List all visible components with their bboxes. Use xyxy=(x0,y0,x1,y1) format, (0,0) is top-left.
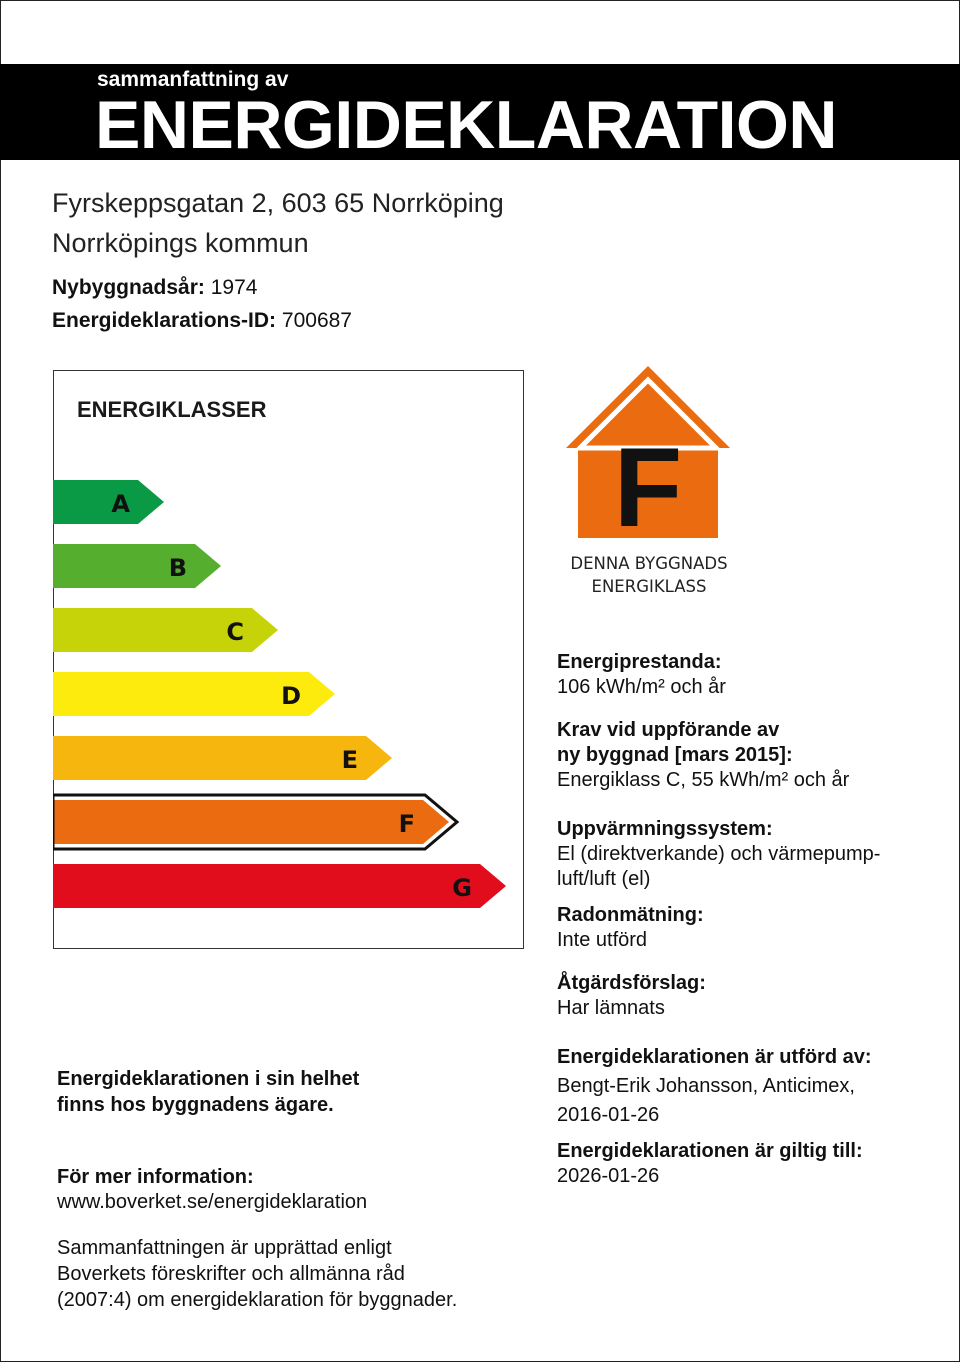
header-banner xyxy=(0,64,960,163)
building-class-house-icon xyxy=(566,366,730,540)
energy-class-title: ENERGIKLASSER xyxy=(77,397,267,422)
declaration-id-value: 700687 xyxy=(281,309,352,332)
owner-note-line1: Energideklarationen i sin helhet xyxy=(57,1068,360,1090)
more-info xyxy=(57,1165,367,1215)
energy-band-letter-c: C xyxy=(226,618,244,646)
summary-note xyxy=(57,1235,457,1313)
building-class-letter: F xyxy=(613,425,683,540)
requirement-block xyxy=(557,718,849,793)
address-street: Fyrskeppsgatan 2, 603 65 Norrköping xyxy=(52,188,504,218)
radon-block xyxy=(557,903,704,953)
radon-label: Radonmätning: xyxy=(557,904,704,926)
heating-label: Uppvärmningssystem: xyxy=(557,818,773,840)
built-year xyxy=(52,276,257,300)
energy-band-arrow-b xyxy=(53,544,221,588)
address-municipality: Norrköpings kommun xyxy=(52,228,309,258)
header-title: ENERGIDEKLARATION xyxy=(95,87,838,163)
summary-note-line1: Sammanfattningen är upprättad enligt xyxy=(57,1237,392,1259)
owner-note-line2: finns hos byggnadens ägare. xyxy=(57,1094,334,1116)
performance-value: 106 kWh/m² och år xyxy=(557,676,726,698)
measures-value: Har lämnats xyxy=(557,997,665,1019)
energy-band-c xyxy=(53,608,278,652)
building-class-caption-line2: ENERGIKLASS xyxy=(591,577,707,596)
summary-note-line3: (2007:4) om energideklaration för byggnader. xyxy=(57,1289,458,1311)
energy-band-e xyxy=(53,736,392,780)
energy-band-letter-a: A xyxy=(111,490,130,518)
energy-band-letter-b: B xyxy=(168,554,187,582)
owner-note xyxy=(57,1066,359,1118)
heating-value-2: luft/luft (el) xyxy=(557,868,651,890)
performed-value-2: 2016-01-26 xyxy=(557,1104,660,1126)
energy-band-letter-g: G xyxy=(452,874,472,902)
more-info-link[interactable]: www.boverket.se/energideklaration xyxy=(57,1191,368,1213)
energy-band-g xyxy=(53,864,506,908)
energy-band-letter-e: E xyxy=(341,746,358,774)
header-subtitle: sammanfattning av xyxy=(97,68,289,91)
energy-band-d xyxy=(53,672,335,716)
built-year-value: 1974 xyxy=(210,276,258,299)
valid-label: Energideklarationen är giltig till: xyxy=(557,1140,863,1162)
performed-block xyxy=(557,1043,872,1130)
declaration-id xyxy=(52,309,352,333)
energy-band-arrow-g xyxy=(53,864,506,908)
valid-value: 2026-01-26 xyxy=(557,1165,660,1187)
energy-band-letter-f: F xyxy=(398,810,415,838)
performance-label: Energiprestanda: xyxy=(557,651,722,673)
requirement-label-2: ny byggnad [mars 2015]: xyxy=(557,744,793,766)
performed-value-1: Bengt-Erik Johansson, Anticimex, xyxy=(557,1075,855,1097)
built-year-label: Nybyggnadsår: xyxy=(52,276,205,299)
energy-band-arrow-a xyxy=(53,480,164,524)
requirement-label-1: Krav vid uppförande av xyxy=(557,719,780,741)
measures-block xyxy=(557,971,706,1021)
building-class-caption xyxy=(558,552,740,598)
energy-band-a xyxy=(53,480,164,524)
measures-label: Åtgärdsförslag: xyxy=(557,972,706,994)
valid-block xyxy=(557,1139,863,1189)
declaration-id-label: Energideklarations-ID: xyxy=(52,309,277,332)
energy-band-arrow-f xyxy=(53,800,449,844)
performed-label: Energideklarationen är utförd av: xyxy=(557,1046,872,1068)
performance-block xyxy=(557,650,726,700)
energy-class-scale xyxy=(53,370,523,948)
heating-block xyxy=(557,817,880,892)
summary-note-line2: Boverkets föreskrifter och allmänna råd xyxy=(57,1263,405,1285)
requirement-value: Energiklass C, 55 kWh/m² och år xyxy=(557,769,850,791)
building-class-caption-line1: DENNA BYGGNADS xyxy=(570,554,728,573)
energy-band-b xyxy=(53,544,221,588)
energy-band-f xyxy=(53,795,457,849)
heating-value-1: El (direktverkande) och värmepump- xyxy=(557,843,881,865)
radon-value: Inte utförd xyxy=(557,929,648,951)
energy-band-arrow-c xyxy=(53,608,278,652)
more-info-label: För mer information: xyxy=(57,1166,254,1188)
energy-band-letter-d: D xyxy=(281,682,301,710)
